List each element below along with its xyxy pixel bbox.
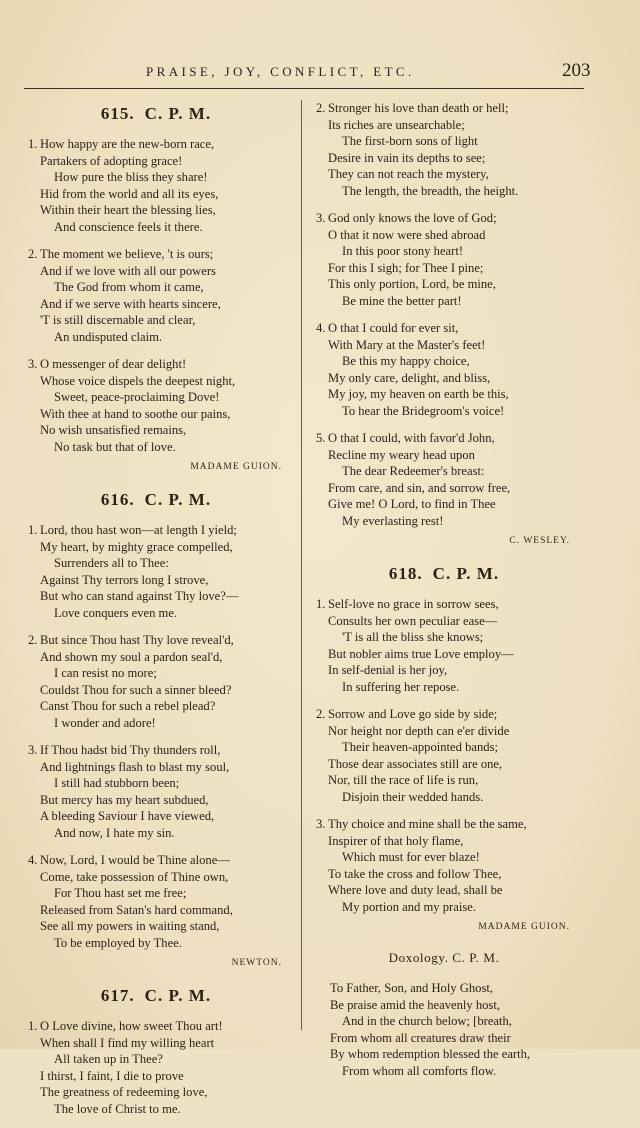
stanza-line: To hear the Bridegroom's voice! bbox=[342, 403, 505, 418]
stanza bbox=[312, 320, 576, 419]
stanza-line: Couldst Thou for such a sinner bleed? bbox=[40, 682, 232, 697]
stanza-line: From care, and sin, and sorrow free, bbox=[328, 480, 511, 495]
stanza-line: Whose voice dispels the deepest night, bbox=[40, 373, 236, 388]
hymn-meter: C. P. M. bbox=[432, 564, 500, 583]
stanza-line: My everlasting rest! bbox=[342, 513, 444, 528]
stanza-line: In this poor stony heart! bbox=[342, 244, 464, 258]
hymn-number: 616. bbox=[100, 490, 135, 509]
stanza bbox=[24, 522, 288, 621]
stanza-line: The greatness of redeeming love, bbox=[40, 1085, 208, 1099]
stanza-line: An undisputed claim. bbox=[54, 329, 163, 344]
right-column bbox=[312, 100, 576, 1079]
hymn-author: C. WESLEY. bbox=[509, 536, 570, 546]
stanza-number: 3. bbox=[316, 211, 326, 225]
line-text: O that I could, with favor'd John, bbox=[328, 431, 495, 445]
stanza-line: The first-born sons of light bbox=[342, 134, 478, 148]
stanza-line: Be this my happy choice, bbox=[342, 354, 470, 368]
hymn-heading bbox=[24, 490, 288, 510]
stanza bbox=[24, 742, 288, 841]
line-text: If Thou hadst bid Thy thunders roll, bbox=[40, 743, 221, 757]
stanza-line: 'T is still discernable and clear, bbox=[40, 313, 196, 327]
stanza-line: To take the cross and follow Thee, bbox=[328, 866, 502, 881]
stanza-line: Disjoin their wedded hands. bbox=[342, 789, 484, 804]
stanza-line: Canst Thou for such a rebel plead? bbox=[40, 699, 216, 713]
stanza-line: Nor, till the race of life is run, bbox=[328, 773, 479, 787]
stanza bbox=[24, 852, 288, 951]
stanza-line: All taken up in Thee? bbox=[54, 1052, 163, 1066]
stanza bbox=[312, 596, 576, 695]
stanza-number: 4. bbox=[316, 321, 326, 335]
stanza-line bbox=[24, 246, 288, 263]
stanza-number: 2. bbox=[28, 247, 38, 261]
line-text: O messenger of dear delight! bbox=[40, 357, 187, 371]
stanza-line: And if we serve with hearts sincere, bbox=[40, 296, 221, 311]
stanza-line: The length, the breadth, the height. bbox=[342, 183, 519, 198]
stanza-line: This only portion, Lord, be mine, bbox=[328, 277, 496, 291]
header-rule bbox=[24, 88, 584, 89]
stanza-number: 1. bbox=[28, 1019, 38, 1033]
stanza-line: The God from whom it came, bbox=[54, 280, 204, 294]
stanza-number: 2. bbox=[316, 101, 326, 115]
line-text: Now, Lord, I would be Thine alone— bbox=[40, 853, 230, 867]
stanza-line bbox=[312, 210, 576, 227]
column-divider bbox=[301, 100, 302, 1030]
doxology-line: To Father, Son, and Holy Ghost, bbox=[330, 981, 494, 995]
line-text: Sorrow and Love go side by side; bbox=[328, 707, 498, 721]
stanza-line: Inspirer of that holy flame, bbox=[328, 833, 464, 848]
stanza-line: My joy, my heaven on earth be this, bbox=[328, 387, 509, 401]
stanza-line bbox=[312, 320, 576, 337]
stanza-line: And now, I hate my sin. bbox=[54, 825, 175, 840]
stanza-line: No task but that of love. bbox=[54, 439, 176, 454]
doxology-line: By whom redemption blessed the earth, bbox=[330, 1047, 531, 1061]
stanza-number: 2. bbox=[316, 707, 326, 721]
hymn-author: MADAME GUION. bbox=[478, 922, 570, 932]
stanza bbox=[24, 246, 288, 345]
stanza-line: How pure the bliss they share! bbox=[54, 170, 208, 184]
stanza-line bbox=[24, 1018, 288, 1035]
stanza-line bbox=[24, 522, 288, 539]
stanza-line bbox=[24, 356, 288, 373]
stanza-line: My only care, delight, and bliss, bbox=[328, 370, 491, 385]
stanza-line: Desire in vain its depths to see; bbox=[328, 150, 486, 165]
stanza-line: The dear Redeemer's breast: bbox=[342, 464, 485, 478]
doxology-line: And in the church below; [breath, bbox=[342, 1014, 512, 1028]
hymn-meter: C. P. M. bbox=[144, 490, 212, 509]
stanza-line: Consults her own peculiar ease— bbox=[328, 613, 498, 628]
stanza-line: Those dear associates still are one, bbox=[328, 756, 503, 771]
stanza-line: A bleeding Saviour I have viewed, bbox=[40, 809, 215, 823]
stanza bbox=[24, 632, 288, 731]
stanza-line: I wonder and adore! bbox=[54, 715, 156, 730]
stanza-line: Their heaven-appointed bands; bbox=[342, 740, 498, 754]
line-text: How happy are the new-born race, bbox=[40, 137, 215, 151]
line-text: Thy choice and mine shall be the same, bbox=[328, 817, 527, 831]
stanza-line: Love conquers even me. bbox=[54, 605, 178, 620]
stanza-line: For Thou hast set me free; bbox=[54, 886, 187, 900]
stanza-number: 3. bbox=[316, 817, 326, 831]
stanza-line: With Mary at the Master's feet! bbox=[328, 337, 486, 352]
hymn-meter: C. P. M. bbox=[144, 104, 212, 123]
stanza-line: But nobler aims true Love employ— bbox=[328, 646, 514, 661]
stanza-line bbox=[312, 816, 576, 833]
stanza-line: O that it now were shed abroad bbox=[328, 227, 486, 242]
stanza-line bbox=[24, 136, 288, 153]
stanza-number: 1. bbox=[28, 137, 38, 151]
stanza-line: Against Thy terrors long I strove, bbox=[40, 572, 209, 587]
stanza-line: But mercy has my heart subdued, bbox=[40, 792, 209, 807]
doxology-line: From whom all creatures draw their bbox=[330, 1030, 511, 1045]
stanza-number: 1. bbox=[316, 597, 326, 611]
stanza-line: My portion and my praise. bbox=[342, 899, 476, 914]
stanza-line: And if we love with all our powers bbox=[40, 263, 216, 278]
left-column bbox=[24, 100, 288, 1128]
stanza-number: 2. bbox=[28, 633, 38, 647]
stanza-line: Come, take possession of Thine own, bbox=[40, 869, 229, 884]
hymn-author: MADAME GUION. bbox=[190, 462, 282, 472]
stanza-line: With thee at hand to soothe our pains, bbox=[40, 406, 231, 421]
stanza bbox=[312, 706, 576, 805]
line-text: O that I could for ever sit, bbox=[328, 321, 459, 335]
stanza-number: 1. bbox=[28, 523, 38, 537]
stanza-line: Sweet, peace-proclaiming Dove! bbox=[54, 390, 220, 404]
hymn-number: 615. bbox=[100, 104, 135, 123]
line-text: The moment we believe, 't is ours; bbox=[40, 247, 214, 261]
stanza bbox=[312, 210, 576, 309]
page-header bbox=[0, 60, 640, 86]
stanza-line: When shall I find my willing heart bbox=[40, 1035, 215, 1050]
stanza-line: Its riches are unsearchable; bbox=[328, 117, 465, 132]
page-number: 203 bbox=[562, 60, 591, 81]
stanza-line: To be employed by Thee. bbox=[54, 935, 182, 950]
stanza-line: Within their heart the blessing lies, bbox=[40, 203, 216, 217]
running-title: PRAISE, JOY, CONFLICT, ETC. bbox=[146, 64, 415, 79]
stanza-line: I still had stubborn been; bbox=[54, 776, 180, 790]
stanza-line: I can resist no more; bbox=[54, 666, 157, 680]
hymn-author: NEWTON. bbox=[231, 958, 282, 968]
stanza-number: 4. bbox=[28, 853, 38, 867]
stanza bbox=[312, 816, 576, 915]
stanza-line: Which must for ever blaze! bbox=[342, 850, 480, 864]
doxology-line: Be praise amid the heavenly host, bbox=[330, 997, 500, 1012]
line-text: But since Thou hast Thy love reveal'd, bbox=[40, 633, 234, 647]
stanza-line: 'T is all the bliss she knows; bbox=[342, 630, 484, 644]
stanza-line bbox=[24, 742, 288, 759]
stanza-number: 3. bbox=[28, 743, 38, 757]
line-text: Self-love no grace in sorrow sees, bbox=[328, 597, 499, 611]
stanza-line: Where love and duty lead, shall be bbox=[328, 883, 503, 897]
stanza-line bbox=[312, 706, 576, 723]
stanza-line: They can not reach the mystery, bbox=[328, 167, 489, 181]
hymn-heading bbox=[24, 986, 288, 1006]
hymn-heading bbox=[24, 104, 288, 124]
stanza-line: In self-denial is her joy, bbox=[328, 663, 448, 677]
stanza-line: See all my powers in waiting stand, bbox=[40, 919, 220, 933]
stanza-line: And shown my soul a pardon seal'd, bbox=[40, 649, 223, 664]
stanza bbox=[24, 136, 288, 235]
stanza-line: And lightnings flash to blast my soul, bbox=[40, 759, 230, 774]
stanza-line: Give me! O Lord, to find in Thee bbox=[328, 497, 496, 511]
stanza-line: My heart, by mighty grace compelled, bbox=[40, 539, 233, 554]
stanza-line: Be mine the better part! bbox=[342, 293, 462, 308]
line-text: God only knows the love of God; bbox=[328, 211, 497, 225]
doxology-heading: Doxology. C. P. M. bbox=[388, 950, 500, 965]
stanza-number: 5. bbox=[316, 431, 326, 445]
stanza bbox=[312, 430, 576, 529]
stanza-line: In suffering her repose. bbox=[342, 679, 460, 694]
stanza-line: Surrenders all to Thee: bbox=[54, 556, 169, 570]
stanza-line: Nor height nor depth can e'er divide bbox=[328, 723, 510, 738]
doxology-line: From whom all comforts flow. bbox=[342, 1063, 497, 1078]
stanza-line: The love of Christ to me. bbox=[54, 1101, 181, 1116]
line-text: O Love divine, how sweet Thou art! bbox=[40, 1019, 223, 1033]
stanza-line: Recline my weary head upon bbox=[328, 447, 475, 462]
stanza bbox=[312, 100, 576, 199]
stanza-line bbox=[312, 430, 576, 447]
stanza-line bbox=[24, 852, 288, 869]
stanza-line: For this I sigh; for Thee I pine; bbox=[328, 260, 484, 275]
stanza-line bbox=[312, 100, 576, 117]
stanza-line: But who can stand against Thy love?— bbox=[40, 589, 239, 603]
stanza-line: Partakers of adopting grace! bbox=[40, 153, 183, 168]
hymn-heading bbox=[312, 564, 576, 584]
line-text: Stronger his love than death or hell; bbox=[328, 101, 509, 115]
hymn-number: 617. bbox=[100, 986, 135, 1005]
stanza-line: Hid from the world and all its eyes, bbox=[40, 186, 219, 201]
hymn-meter: C. P. M. bbox=[144, 986, 212, 1005]
stanza-number: 3. bbox=[28, 357, 38, 371]
stanza bbox=[24, 1018, 288, 1117]
stanza bbox=[24, 356, 288, 455]
hymn-number: 618. bbox=[388, 564, 423, 583]
stanza-line: Released from Satan's hard command, bbox=[40, 902, 233, 917]
stanza-line bbox=[24, 632, 288, 649]
stanza-line: I thirst, I faint, I die to prove bbox=[40, 1068, 184, 1083]
line-text: Lord, thou hast won—at length I yield; bbox=[40, 523, 237, 537]
stanza-line bbox=[312, 596, 576, 613]
stanza-line: No wish unsatisfied remains, bbox=[40, 423, 187, 437]
stanza-line: And conscience feels it there. bbox=[54, 219, 203, 234]
